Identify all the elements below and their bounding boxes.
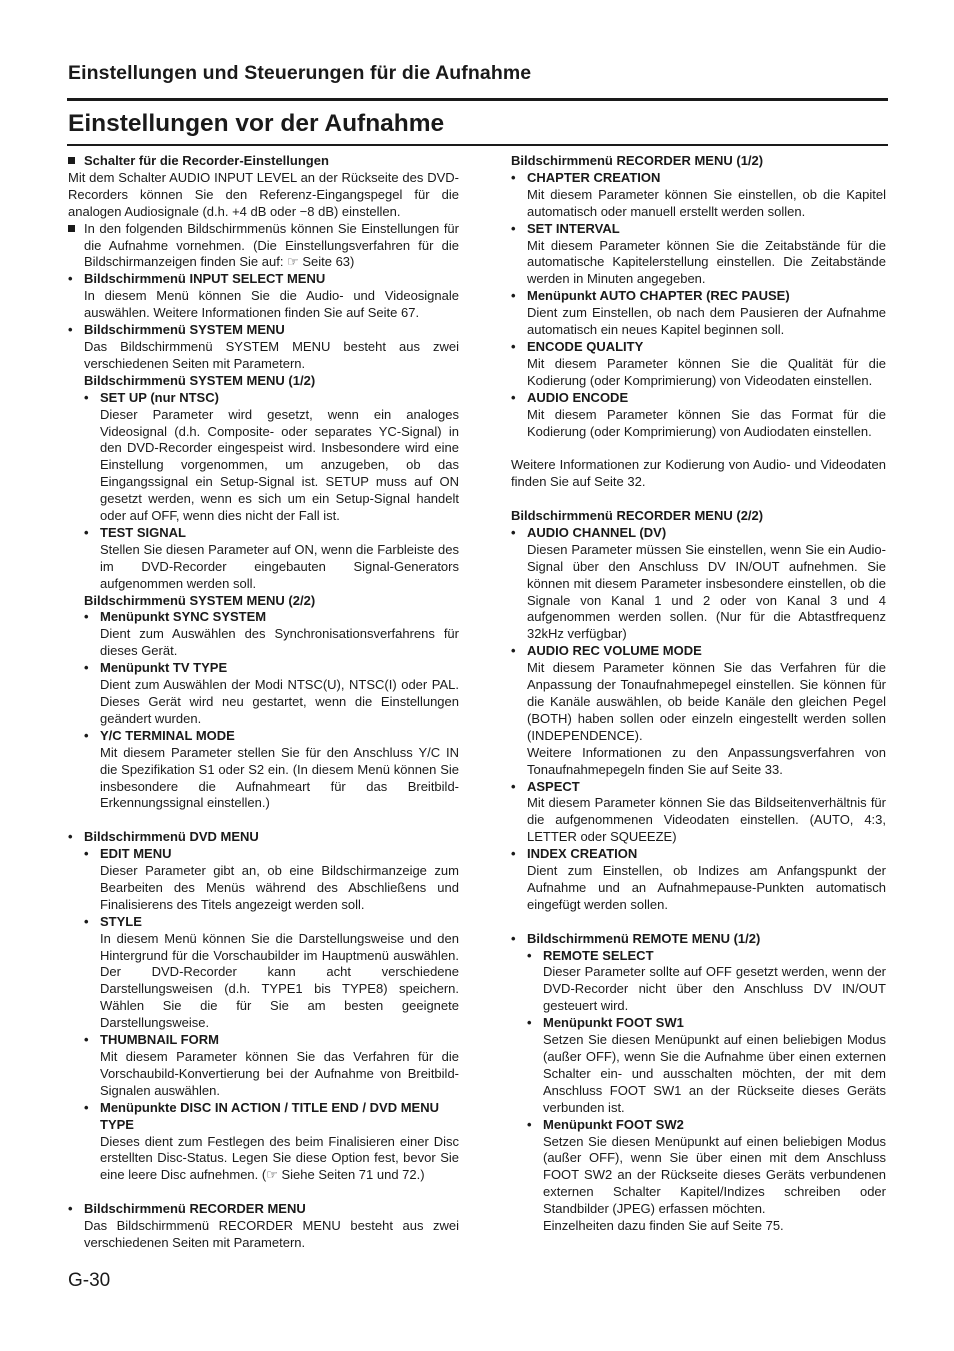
paragraph: Diesen Parameter müssen Sie einstellen, wenn Sie ein Audio-Signal über den Anschluss DV IN/OUT aufnehmen. Sie können mit diesem Parameter insbesondere einstellen, ob die Signale von Kanal 1 und 2 oder von Kanal 3 und 4 aufgenommen werden sollen. (Nur für die Abtastfrequenz 32kHz verfügbar) <box>527 541 886 642</box>
bullet-icon: • <box>84 389 89 405</box>
item-heading: • SET INTERVAL <box>511 220 620 236</box>
bullet-icon: • <box>511 338 516 354</box>
paragraph: Das Bildschirmmenü SYSTEM MENU besteht aus zwei verschiedenen Seiten mit Parametern. <box>84 338 459 371</box>
paragraph: Setzen Sie diesen Menüpunkt auf einen beliebigen Modus (außer OFF), wenn Sie über einen mit dem Anschluss FOOT SW2 an der Rückseite dieses Geräts verbundenen externen Schalter Kapitel/Indizes schreiben oder Standbilder (JPEG) erfassen möchten. <box>543 1133 886 1217</box>
item-heading: • Menüpunkt AUTO CHAPTER (REC PAUSE) <box>511 288 790 304</box>
paragraph: Mit diesem Parameter können Sie einstellen, ob die Kapitel automatisch oder manuell erstellt werden sollen. <box>527 186 886 219</box>
paragraph: In diesem Menü können Sie die Audio- und Videosignale auswählen. Weitere Informationen finden Sie auf Seite 67. <box>84 288 459 321</box>
paragraph: Einzelheiten dazu finden Sie auf Seite 75. <box>543 1218 784 1234</box>
bullet-icon: • <box>68 271 73 287</box>
submenu-heading: Bildschirmmenü RECORDER MENU (2/2) <box>511 508 764 523</box>
submenu-heading: Bildschirmmenü SYSTEM MENU (2/2) <box>84 592 316 608</box>
item-heading: • THUMBNAIL FORM <box>84 1032 219 1048</box>
menu-heading: • Bildschirmmenü SYSTEM MENU <box>68 322 285 338</box>
paragraph: Dient zum Auswählen der Modi NTSC(U), NTSC(I) oder PAL. Dieses Gerät wird neu gestartet, wenn die Einstellungen geändert wurden. <box>100 677 459 726</box>
item-heading: • Menüpunkt SYNC SYSTEM <box>84 609 267 625</box>
paragraph: Das Bildschirmmenü RECORDER MENU besteht aus zwei verschiedenen Seiten mit Parametern. <box>84 1218 459 1250</box>
paragraph: Weitere Informationen zur Kodierung von Audio- und Videodaten finden Sie auf Seite 32. <box>511 457 886 490</box>
square-bullet-icon <box>68 221 75 238</box>
bullet-icon: • <box>84 727 89 743</box>
item-heading: • ENCODE QUALITY <box>511 338 644 354</box>
bullet-icon: • <box>84 660 89 676</box>
paragraph: Mit diesem Parameter können Sie das Format für die Kodierung (oder Komprimierung) von Audiodaten einstellen. <box>527 406 886 439</box>
submenu-heading: Bildschirmmenü RECORDER MENU (1/2) <box>511 153 764 168</box>
paragraph: Mit dem Schalter AUDIO INPUT LEVEL an der Rückseite des DVD-Recorders können Sie den Referenz-Eingangspegel für die analogen Audiosignale (d.h. +4 dB oder −8 dB) einstellen. <box>68 169 459 219</box>
bullet-icon: • <box>511 220 516 236</box>
bullet-icon: • <box>84 1032 89 1048</box>
paragraph: Mit diesem Parameter stellen Sie für den Anschluss Y/C IN die Spezifikation S1 oder S2 ein. (In diesem Menü können Sie insbesondere die Aufnahmeart für das Breitbild-Erkennungssignal einstellen.) <box>100 744 459 811</box>
right-column <box>511 153 886 1235</box>
square-bullet-icon <box>68 153 75 170</box>
item-heading: • Menüpunkt FOOT SW1 <box>527 1015 684 1031</box>
bullet-icon: • <box>511 778 516 794</box>
item-heading: • AUDIO ENCODE <box>511 389 629 405</box>
paragraph: Weitere Informationen zu den Anpassungsverfahren von Tonaufnahmepegeln finden Sie auf Seite 33. <box>527 744 886 777</box>
menu-heading: • Bildschirmmenü RECORDER MENU <box>68 1201 306 1217</box>
item-heading: • INDEX CREATION <box>511 846 638 862</box>
item-heading: • SET UP (nur NTSC) <box>84 389 219 405</box>
bullet-icon: • <box>511 930 516 946</box>
paragraph: Mit diesem Parameter können Sie das Verfahren für die Vorschaubild-Konvertierung bei der Aufnahme von Breitbild-Signalen auswählen. <box>100 1049 459 1098</box>
left-column <box>68 153 459 1252</box>
paragraph: Mit diesem Parameter können Sie die Zeitabstände für die automatische Kapitelerstellung einstellen. Die Zeitabstände werden in Minuten angegeben. <box>527 237 886 287</box>
item-heading: • AUDIO CHANNEL (DV) <box>511 524 667 540</box>
bullet-icon: • <box>511 288 516 304</box>
bullet-icon: • <box>68 322 73 338</box>
paragraph: Dient zum Auswählen des Synchronisationsverfahrens für dieses Gerät. <box>100 626 459 659</box>
paragraph: Dieser Parameter sollte auf OFF gesetzt werden, wenn der DVD-Recorder nicht über den Anschluss DV IN/OUT gesteuert wird. <box>543 964 886 1014</box>
bullet-icon: • <box>68 829 73 845</box>
page-title: Einstellungen vor der Aufnahme <box>68 110 445 137</box>
menu-heading: • Bildschirmmenü REMOTE MENU (1/2) <box>511 930 761 946</box>
spacer <box>68 812 459 829</box>
item-heading: • ASPECT <box>511 778 580 794</box>
paragraph: Stellen Sie diesen Parameter auf ON, wenn die Farbleiste des im DVD-Recorder eingebauten Signal-Generators aufgenommen werden soll. <box>100 541 459 591</box>
bullet-icon: • <box>84 524 89 540</box>
paragraph: Mit diesem Parameter können Sie das Verfahren für die Anpassung der Tonaufnahmepegel einstellen. Sie können für die Kanäle auswählen, ob beide Kanäle den gleichen Pegel (BOTH) haben sollen oder einzeln eingestellt werden sollen (INDEPENDENCE). <box>527 660 886 743</box>
paragraph: Setzen Sie diesen Menüpunkt auf einen beliebigen Modus (außer OFF), wenn Sie die Aufnahme über einen externen Schalter ein- und ausschalten möchten, der mit dem Anschluss FOOT SW1 an der Rückseite dieses Geräts verbunden ist. <box>543 1032 886 1115</box>
bullet-icon: • <box>511 846 516 862</box>
square-paragraph: In den folgenden Bildschirmmenüs können Sie Einstellungen für die Aufnahme vornehmen. (Die Einstellungsverfahren für die Bildschirmanzeigen finden Sie auf: ☞ Seite 63) <box>68 221 459 272</box>
item-heading: • STYLE <box>84 913 142 929</box>
section-header: Einstellungen und Steuerungen für die Aufnahme <box>68 62 532 84</box>
bullet-icon: • <box>84 609 89 625</box>
item-heading: • Menüpunkt FOOT SW2 <box>527 1116 684 1132</box>
square-heading: Schalter für die Recorder-Einstellungen <box>68 153 459 170</box>
bullet-icon: • <box>527 1015 532 1031</box>
menu-heading: • Bildschirmmenü INPUT SELECT MENU <box>68 271 326 287</box>
item-heading: • REMOTE SELECT <box>527 947 654 963</box>
paragraph: In diesem Menü können Sie die Darstellungsweise und den Hintergrund für die Vorschaubilder im Hauptmenü auswählen. Der DVD-Recorder kann acht verschiedene Darstellungsweisen (d.h. TYPE1 bis TYPE8) speichern. Wählen Sie die für Sie am besten geeignete Darstellungsweise. <box>100 930 459 1031</box>
bullet-icon: • <box>84 1099 89 1115</box>
page-number: G-30 <box>68 1270 111 1291</box>
item-heading: • EDIT MENU <box>84 846 172 862</box>
bullet-icon: • <box>511 643 516 659</box>
spacer <box>511 491 886 508</box>
paragraph: Dieser Parameter gibt an, ob eine Bildschirmanzeige zum Bearbeiten des Menüs während des Abschließens und Finalisierens des Titels angezeigt werden soll. <box>100 863 459 912</box>
item-heading: • CHAPTER CREATION <box>511 169 661 185</box>
paragraph: Mit diesem Parameter können Sie die Qualität für die Kodierung (oder Komprimierung) von Videodaten einstellen. <box>527 355 886 388</box>
item-heading: • Menüpunkte DISC IN ACTION / TITLE END / DVD MENU TYPE <box>84 1099 439 1132</box>
item-heading: • Menüpunkt TV TYPE <box>84 660 228 676</box>
bullet-icon: • <box>527 1116 532 1132</box>
menu-heading: • Bildschirmmenü DVD MENU <box>68 829 259 845</box>
item-heading: • AUDIO REC VOLUME MODE <box>511 643 702 659</box>
bullet-icon: • <box>511 169 516 185</box>
bullet-icon: • <box>84 913 89 929</box>
header-rule <box>67 98 888 101</box>
item-heading: • Y/C TERMINAL MODE <box>84 727 235 743</box>
spacer <box>68 1184 459 1201</box>
item-heading: • TEST SIGNAL <box>84 524 186 540</box>
paragraph: Dieses dient zum Festlegen des beim Finalisieren einer Disc erstellten Disc-Status. Legen Sie diese Option fest, bevor Sie eine leere Disc aufnehmen. (☞ Siehe Seiten 71 und 72.) <box>100 1133 459 1183</box>
title-rule <box>67 144 888 146</box>
paragraph: Dient zum Einstellen, ob nach dem Pausieren der Aufnahme automatisch ein neues Kapitel beginnen soll. <box>527 305 886 338</box>
paragraph: Mit diesem Parameter können Sie das Bildseitenverhältnis für die aufgenommenen Videodaten einstellen. (AUTO, 4:3, LETTER oder SQUEEZE) <box>527 795 886 845</box>
bullet-icon: • <box>511 524 516 540</box>
spacer <box>511 914 886 931</box>
paragraph: Dient zum Einstellen, ob Indizes am Anfangspunkt der Aufnahme und an Aufnahmepause-Punkten automatisch eingefügt werden sollen. <box>527 863 886 912</box>
spacer <box>511 440 886 457</box>
submenu-heading: Bildschirmmenü SYSTEM MENU (1/2) <box>84 372 316 388</box>
bullet-icon: • <box>84 846 89 862</box>
bullet-icon: • <box>68 1201 73 1217</box>
bullet-icon: • <box>527 947 532 963</box>
bullet-icon: • <box>511 389 516 405</box>
paragraph: Dieser Parameter wird gesetzt, wenn ein analoges Videosignal (d.h. Composite- oder separates YC-Signal) in den DVD-Recorder eingespeist wird. Insbesondere wird eine Einstellung vorgenommen, um anzugeben, ob das Eingangssignal ein Setup-Signal ist. SETUP muss auf ON gesetzt werden, wenn es sich um ein Setup-Signal handelt oder auf OFF, wenn dies nicht der Fall ist. <box>100 406 459 524</box>
